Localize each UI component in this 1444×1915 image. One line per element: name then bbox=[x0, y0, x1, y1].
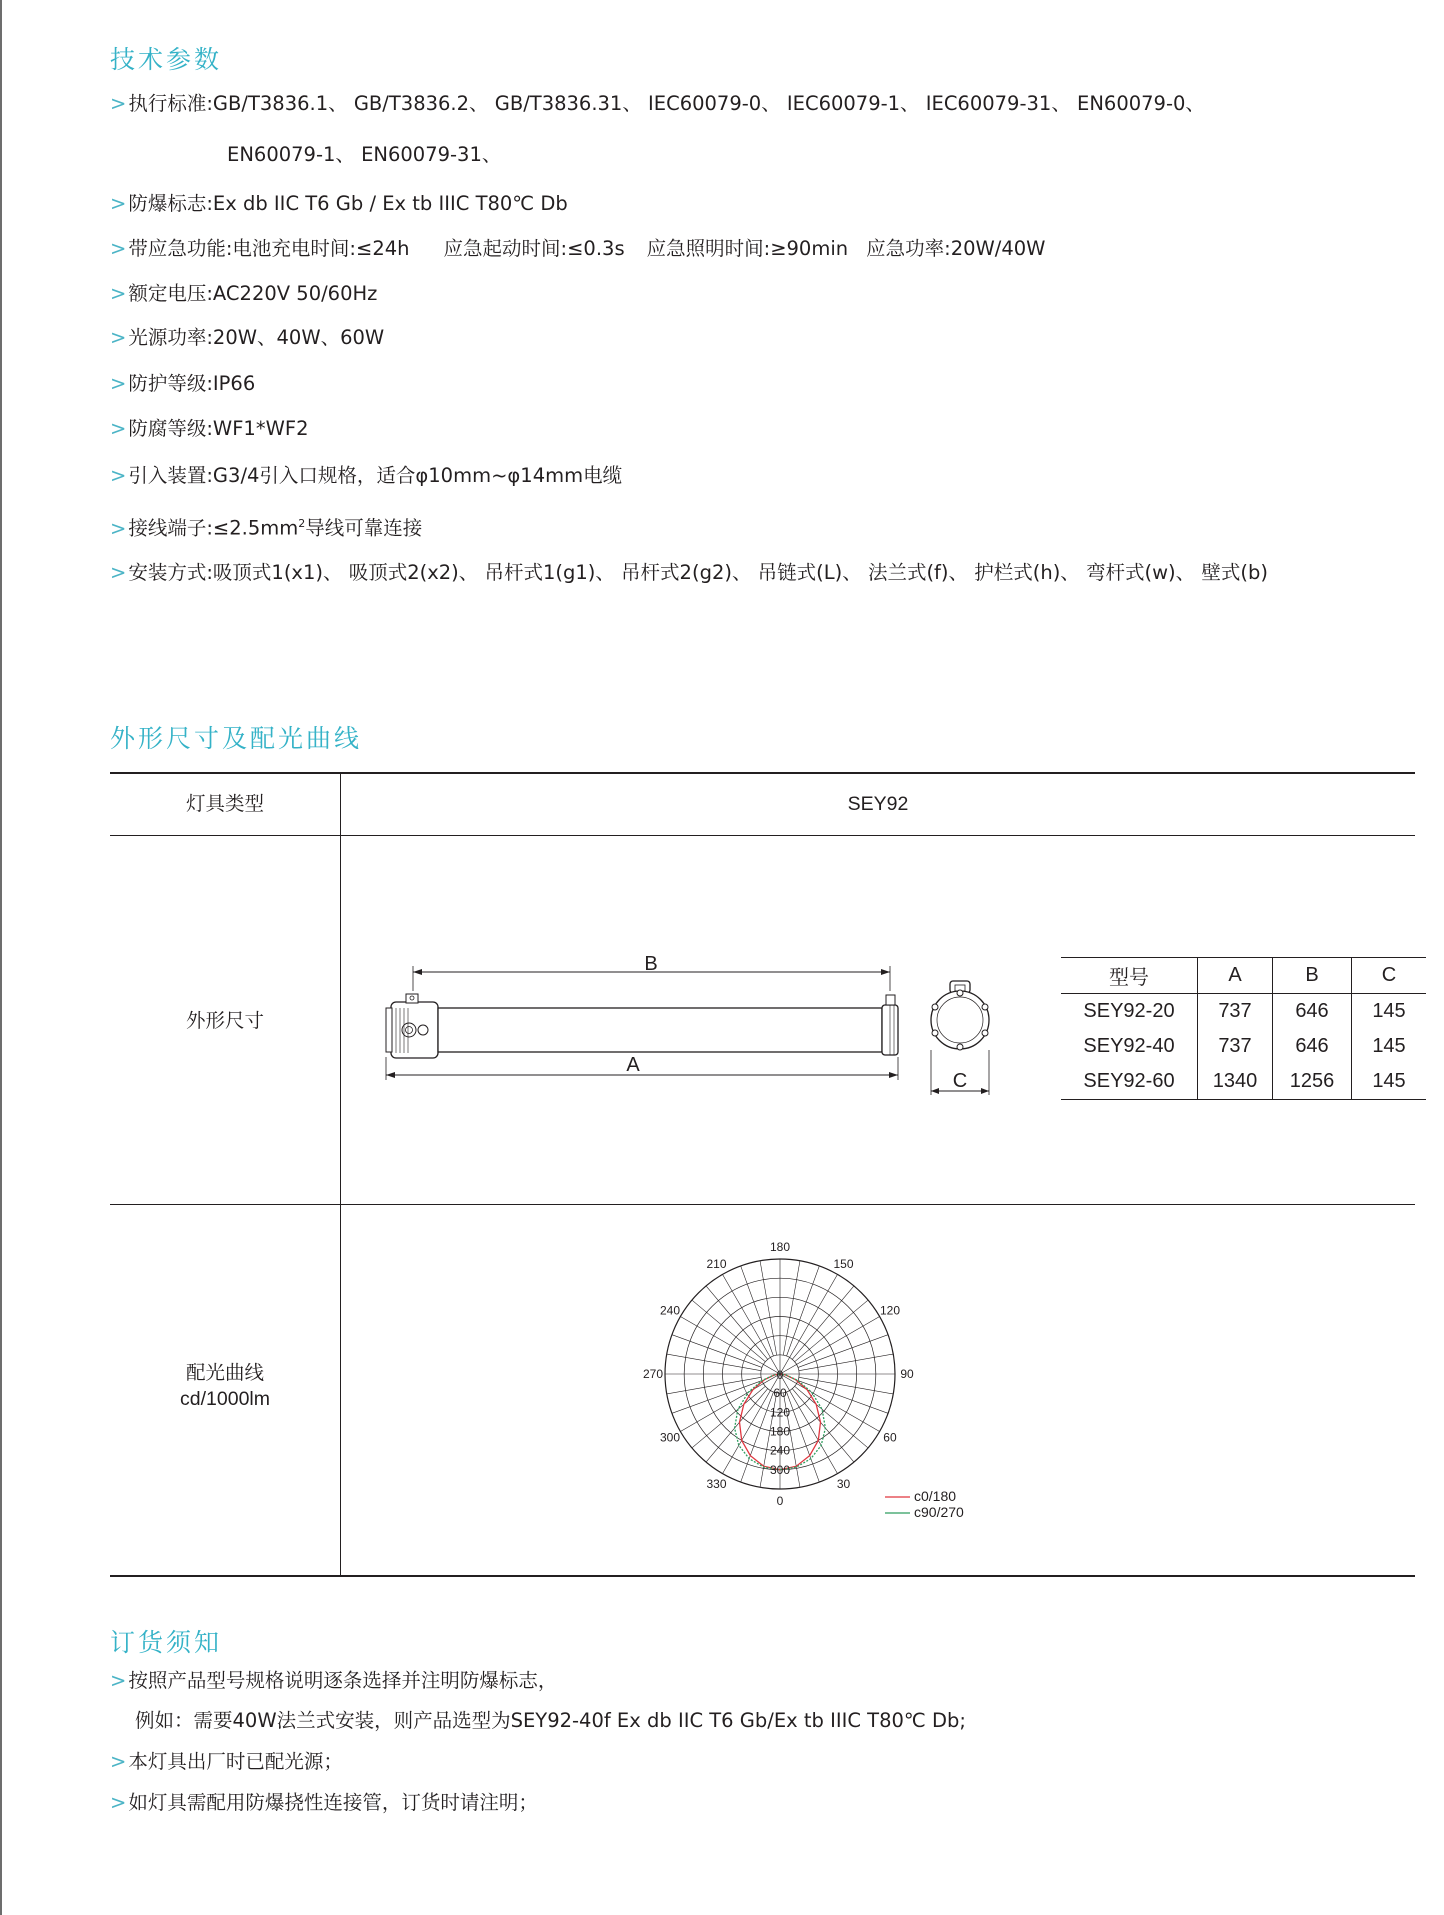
polar-grid-spoke bbox=[798, 1335, 888, 1368]
polar-angle-label: 90 bbox=[900, 1367, 914, 1381]
b-cell: 1256 bbox=[1273, 1064, 1352, 1100]
legend-label: c0/180 bbox=[914, 1488, 957, 1504]
polar-grid-spoke bbox=[799, 1354, 893, 1371]
polar-angle-label: 180 bbox=[769, 1240, 791, 1254]
col-header-b: B bbox=[1273, 958, 1352, 994]
polar-grid-spoke bbox=[667, 1354, 761, 1371]
model-cell: SEY92-20 bbox=[1083, 1000, 1175, 1022]
spec-terminal-label: 接线端子: bbox=[128, 516, 213, 540]
polar-angle-label: 150 bbox=[833, 1257, 854, 1272]
order-item-3 bbox=[110, 1791, 538, 1815]
a-cell: 737 bbox=[1198, 1029, 1273, 1064]
b-cell: 646 bbox=[1273, 1029, 1352, 1064]
order-item-3-text: 如灯具需配用防爆挠性连接管，订货时请注明； bbox=[128, 1791, 538, 1814]
b-cell: 646 bbox=[1273, 994, 1352, 1030]
bullet-marker: > bbox=[110, 192, 127, 215]
spec-ex-mark bbox=[110, 192, 568, 216]
lamp-type-value: SEY92 bbox=[847, 793, 909, 815]
spec-terminal-value: ≤2.5mm bbox=[212, 516, 299, 540]
table-row bbox=[1061, 1029, 1426, 1064]
order-item-2-text: 本灯具出厂时已配光源； bbox=[128, 1750, 343, 1773]
polar-angle-label: 120 bbox=[879, 1303, 901, 1318]
col-header-model: 型号 bbox=[1061, 958, 1198, 994]
spec-source-power-value: 20W、40W、60W bbox=[212, 326, 385, 349]
spec-standard-cont: EN60079-1、 EN60079-31、 bbox=[227, 143, 502, 166]
dim-label-a: A bbox=[626, 1054, 640, 1076]
bullet-marker: > bbox=[110, 237, 127, 260]
tech-heading: 技术参数 bbox=[110, 45, 223, 74]
spec-voltage-label: 额定电压: bbox=[128, 282, 213, 305]
table-row-rule bbox=[110, 1204, 1415, 1205]
spec-standard bbox=[110, 92, 1205, 116]
charge-time-value: ≤24h bbox=[356, 237, 410, 260]
spec-ex-mark-label: 防爆标志: bbox=[128, 192, 213, 215]
start-time-value: ≤0.3s bbox=[567, 237, 625, 260]
spec-voltage bbox=[110, 282, 377, 306]
bullet-marker: > bbox=[110, 372, 127, 395]
bullet-marker: > bbox=[110, 1669, 127, 1692]
polar-grid-spoke bbox=[792, 1389, 854, 1462]
spec-mounting bbox=[110, 561, 1268, 585]
polar-angle-label: 300 bbox=[659, 1430, 681, 1445]
spec-mounting-label: 安装方式: bbox=[128, 561, 213, 584]
spec-source-power-label: 光源功率: bbox=[128, 326, 213, 349]
spec-ex-mark-value: Ex db IIC T6 Gb / Ex tb IIIC T80℃ Db bbox=[212, 192, 568, 215]
bullet-marker: > bbox=[110, 282, 127, 305]
spec-source-power bbox=[110, 326, 384, 350]
polar-angle-label: 240 bbox=[659, 1303, 681, 1318]
bullet-marker: > bbox=[110, 516, 127, 540]
polar-grid-spoke bbox=[706, 1389, 768, 1462]
spec-standard-value: GB/T3836.1、 GB/T3836.2、 GB/T3836.31、 IEC60079-0、 IEC60079-1、 IEC60079-31、 EN60079-0、 bbox=[212, 92, 1205, 115]
polar-grid-spoke bbox=[799, 1377, 893, 1394]
spec-emergency bbox=[110, 237, 1045, 261]
dim-label-c: C bbox=[952, 1070, 968, 1092]
spec-ip bbox=[110, 372, 255, 396]
bullet-marker: > bbox=[110, 561, 127, 584]
polar-radial-label: 180 bbox=[769, 1424, 791, 1439]
spec-terminal-value-post: 导线可靠连接 bbox=[305, 516, 423, 540]
page-left-border bbox=[0, 0, 2, 1915]
curve-unit: cd/1000lm bbox=[180, 1388, 270, 1410]
dimensions-table-header bbox=[1061, 958, 1426, 994]
polar-angle-label: 210 bbox=[706, 1257, 727, 1272]
table-row bbox=[1061, 1064, 1426, 1100]
order-item-1-text: 按照产品型号规格说明逐条选择并注明防爆标志， bbox=[128, 1669, 558, 1692]
order-heading: 订货须知 bbox=[110, 1628, 223, 1657]
polar-grid-spoke bbox=[741, 1266, 774, 1356]
spec-emergency-label: 带应急功能: bbox=[128, 237, 233, 260]
start-time-label: 应急起动时间: bbox=[443, 237, 568, 260]
polar-center-label: 0 bbox=[776, 1368, 784, 1382]
order-example: 例如：需要40W法兰式安装，则产品选型为SEY92-40f Ex db IIC T6 Gb/Ex tb IIIC T80℃ Db; bbox=[135, 1709, 966, 1732]
table-column-divider bbox=[340, 772, 341, 1576]
spec-inlet-value: G3/4引入口规格，适合φ10mm~φ14mm电缆 bbox=[212, 464, 623, 487]
lamp-type-label: 灯具类型 bbox=[185, 792, 264, 815]
polar-grid-spoke bbox=[792, 1286, 854, 1359]
bullet-marker: > bbox=[110, 1791, 127, 1814]
spec-corrosion bbox=[110, 417, 308, 441]
table-header-rule bbox=[110, 835, 1415, 836]
col-header-c: C bbox=[1352, 958, 1427, 994]
c-cell: 145 bbox=[1352, 994, 1427, 1030]
polar-grid-spoke bbox=[783, 1261, 800, 1355]
polar-grid-spoke bbox=[795, 1386, 868, 1448]
dimension-b bbox=[413, 953, 890, 991]
lamp-tube bbox=[386, 994, 898, 1058]
c-cell: 145 bbox=[1352, 1029, 1427, 1064]
spec-ip-value: IP66 bbox=[212, 372, 256, 395]
emergency-power-value: 20W/40W bbox=[950, 237, 1046, 260]
bullet-marker: > bbox=[110, 1750, 127, 1773]
polar-radial-label: 60 bbox=[773, 1386, 787, 1401]
table-row bbox=[1061, 994, 1426, 1030]
spec-standard-label: 执行标准: bbox=[128, 92, 213, 115]
col-header-a: A bbox=[1198, 958, 1273, 994]
bullet-marker: > bbox=[110, 417, 127, 440]
model-cell: SEY92-40 bbox=[1083, 1035, 1175, 1057]
polar-angle-label: 270 bbox=[642, 1367, 664, 1381]
polar-angle-label: 0 bbox=[776, 1494, 784, 1508]
legend-label: c90/270 bbox=[914, 1504, 964, 1520]
polar-radial-label: 300 bbox=[769, 1462, 791, 1477]
emergency-power-label: 应急功率: bbox=[866, 237, 951, 260]
order-item-1 bbox=[110, 1669, 557, 1693]
charge-time-label: 电池充电时间: bbox=[232, 237, 356, 260]
a-cell: 1340 bbox=[1198, 1064, 1273, 1100]
polar-angle-label: 60 bbox=[883, 1430, 897, 1445]
lighting-time-value: ≥90min bbox=[770, 237, 849, 260]
spec-corrosion-label: 防腐等级: bbox=[128, 417, 213, 440]
polar-grid-spoke bbox=[795, 1300, 868, 1362]
polar-grid-spoke bbox=[672, 1335, 762, 1368]
spec-inlet-label: 引入装置: bbox=[128, 464, 213, 487]
spec-terminal bbox=[110, 512, 422, 541]
spec-voltage-value: AC220V 50/60Hz bbox=[212, 282, 378, 305]
spec-terminal-sup: 2 bbox=[298, 517, 306, 530]
bullet-marker: > bbox=[110, 92, 127, 115]
polar-grid-spoke bbox=[760, 1261, 777, 1355]
polar-radial-label: 120 bbox=[769, 1405, 791, 1420]
polar-legend bbox=[885, 1488, 964, 1520]
lamp-outline-drawing bbox=[380, 945, 1020, 1105]
polar-grid-spoke bbox=[692, 1386, 765, 1448]
dim-label-b: B bbox=[644, 953, 658, 975]
polar-grid-spoke bbox=[787, 1266, 820, 1356]
dims-heading: 外形尺寸及配光曲线 bbox=[110, 724, 363, 753]
c-cell: 145 bbox=[1352, 1064, 1427, 1100]
spec-mounting-value: 吸顶式1(x1)、 吸顶式2(x2)、 吊杆式1(g1)、 吊杆式2(g2)、 吊链式(L)、 法兰式(f)、 护栏式(h)、 弯杆式(w)、 壁式(b) bbox=[212, 561, 1268, 584]
polar-grid-spoke bbox=[692, 1300, 765, 1362]
polar-angle-label: 330 bbox=[706, 1476, 727, 1491]
polar-light-distribution-chart bbox=[620, 1235, 1000, 1535]
polar-grid-spoke bbox=[667, 1377, 761, 1394]
polar-angle-label: 30 bbox=[836, 1476, 851, 1491]
table-bottom-rule bbox=[110, 1575, 1415, 1577]
a-cell: 737 bbox=[1198, 994, 1273, 1030]
curve-label: 配光曲线 bbox=[185, 1361, 264, 1384]
lighting-time-label: 应急照明时间: bbox=[646, 237, 771, 260]
dimensions-table bbox=[1061, 957, 1426, 1100]
bullet-marker: > bbox=[110, 326, 127, 349]
spec-ip-label: 防护等级: bbox=[128, 372, 213, 395]
dimension-a bbox=[386, 1054, 898, 1080]
bullet-marker: > bbox=[110, 464, 127, 487]
outline-label: 外形尺寸 bbox=[185, 1009, 264, 1032]
model-cell: SEY92-60 bbox=[1061, 1064, 1198, 1100]
spec-inlet bbox=[110, 464, 622, 488]
spec-corrosion-value: WF1*WF2 bbox=[212, 417, 309, 440]
order-item-2 bbox=[110, 1750, 343, 1774]
table-top-rule bbox=[110, 772, 1415, 774]
polar-grid-spoke bbox=[706, 1286, 768, 1359]
lamp-end-view bbox=[931, 981, 989, 1095]
polar-grid-spoke bbox=[741, 1392, 774, 1482]
polar-radial-label: 240 bbox=[769, 1443, 791, 1458]
